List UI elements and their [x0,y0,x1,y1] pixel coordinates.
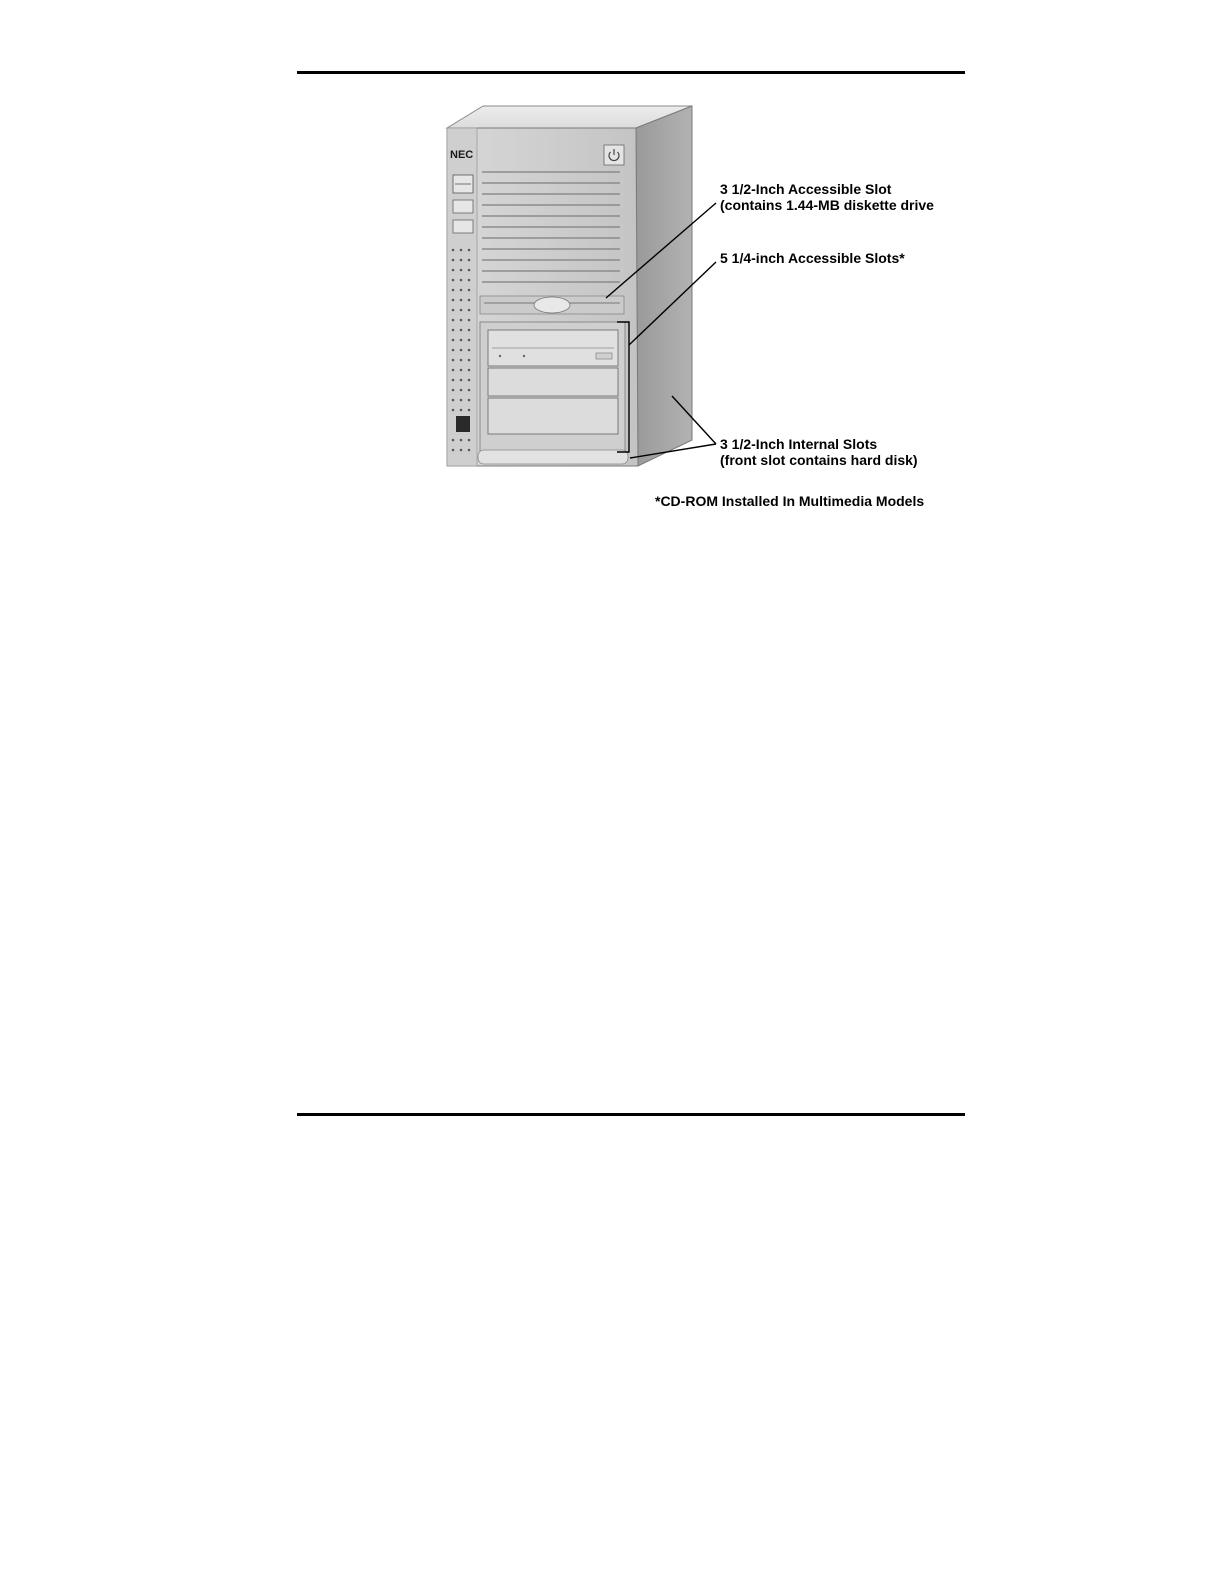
callout-accessible-5-25-slots [720,250,905,266]
bottom-rule [297,1113,965,1116]
cdrom-eject-button [596,353,612,359]
tower-illustration [0,0,1225,560]
callout-accessible-3-5-line1: 3 1/2-Inch Accessible Slot [720,181,892,197]
bottom-bezel [478,450,628,464]
indicator-button-2 [453,220,473,233]
callout-accessible-3-5-line2: (contains 1.44-MB diskette drive [720,197,934,213]
callout-accessible-5-25-line1: 5 1/4-inch Accessible Slots* [720,250,905,266]
bay-blank-3 [488,398,618,434]
brand-logo: NEC [450,149,474,161]
diskette-eject-button [534,297,570,313]
footnote-cdrom: *CD-ROM Installed In Multimedia Models [655,493,925,509]
callout-internal-3-5-line1: 3 1/2-Inch Internal Slots [720,436,878,452]
callout-accessible-3-5-slot [720,181,934,213]
bay-blank-2 [488,368,618,396]
callout-internal-3-5-line2: (front slot contains hard disk) [720,452,918,468]
tower-side [636,106,692,466]
indicator-button-1 [453,200,473,213]
computer-tower-figure [0,0,1225,560]
callout-internal-3-5-slots [720,436,918,468]
front-port [456,416,470,432]
